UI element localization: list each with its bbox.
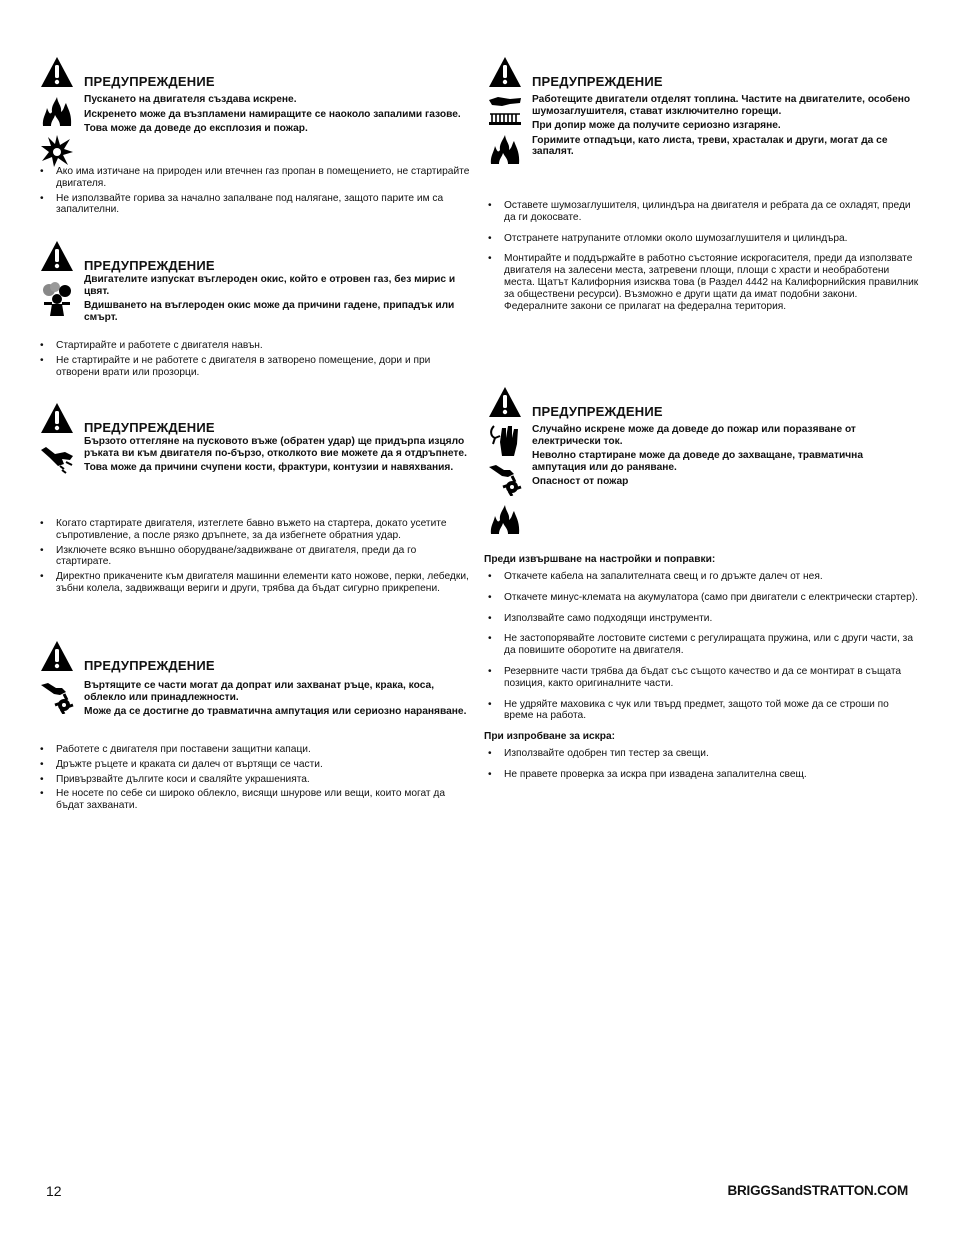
list-item: • Монтирайте и поддържайте в работно състояние искрогасителя, преди да използвате двигателя на залесени места, затревени площи, площи с храсти и необработени места. Щатът Калифорния изисква това (в Раздел 4442 на Калифорнийския правилник за обществени ресурси). Възможно е други щати да имат подобни закони. Федералните закони се прилагат на федерална територия.: [484, 253, 920, 312]
list-item: • Не правете проверка за искра при извадена запалителна свещ.: [484, 769, 920, 781]
warning-message: Опасност от пожар: [532, 476, 629, 488]
bullet-list: [484, 571, 920, 722]
warning-message: Горимите отпадъци, като листа, треви, храсталак и други, могат да се запалят.: [532, 134, 888, 158]
fire-icon: [488, 132, 522, 166]
list-item: • Стартирайте и работете с двигателя навън.: [36, 340, 472, 352]
list-item: • Използвайте само подходящи инструменти.: [484, 613, 920, 625]
warning-triangle-icon: [40, 56, 74, 88]
warning-message: Искренето може да възпламени намиращите се наоколо запалими газове.: [84, 108, 461, 120]
warning-title: ПРЕДУПРЕЖДЕНИЕ: [532, 74, 663, 89]
warning-message: Двигателите изпускат въглероден окис, който е отровен газ, без мирис и цвят.: [84, 274, 456, 297]
list-item: • Резервните части трябва да бъдат със същото качество и да се монтират в същата позиция, както оригиналните части.: [484, 666, 920, 690]
warning-sparks: [36, 56, 472, 219]
warning-title: ПРЕДУПРЕЖДЕНИЕ: [532, 404, 663, 419]
electric-shock-icon: [488, 422, 522, 456]
list-item: • Не носете по себе си широко облекло, висящи шнурове или вещи, които могат да бъдат захванати.: [36, 788, 472, 812]
list-item: • Не стартирайте и не работете с двигателя в затворено помещение, дори и при отворени врати или прозорци.: [36, 355, 472, 379]
bullet-list: [36, 166, 472, 216]
warning-triangle-icon: [488, 56, 522, 88]
list-item: • Използвайте одобрен тип тестер за свещи.: [484, 748, 920, 760]
list-item: • Не използвайте горива за начално запалване под налягане, защото парите им са запалителни.: [36, 193, 472, 217]
warning-message: Пускането на двигателя създава искрене.: [84, 94, 297, 105]
warning-message: Може да се достигне до травматична ампутация или сериозно нараняване.: [84, 706, 467, 718]
bullet-list: [36, 518, 472, 595]
list-item: • Привързвайте дългите коси и сваляйте украшенията.: [36, 774, 472, 786]
fire-icon: [40, 94, 74, 128]
rotating-parts-icon: [40, 680, 74, 714]
warning-title: ПРЕДУПРЕЖДЕНИЕ: [84, 74, 215, 89]
toxic-gas-icon: [40, 282, 74, 316]
list-item: • Откачете кабела на запалителната свещ и го дръжте далеч от нея.: [484, 571, 920, 583]
warning-message: Случайно искрене може да доведе до пожар или поразяване от електрически ток.: [532, 424, 856, 447]
explosion-icon: [40, 134, 74, 168]
page-number: 12: [46, 1183, 62, 1199]
warning-title: ПРЕДУПРЕЖДЕНИЕ: [84, 658, 215, 673]
fire-icon: [488, 502, 522, 536]
warning-message: Работещите двигатели отделят топлина. Частите на двигателите, особено шумозаглушителя, стават изключително горещи.: [532, 94, 911, 117]
list-item: • Работете с двигателя при поставени защитни капаци.: [36, 744, 472, 756]
bullet-list: [484, 748, 920, 781]
warning-message: Това може да причини счупени кости, фрактури, контузии и навяхвания.: [84, 462, 454, 474]
warning-accidental-sparks: [484, 386, 920, 790]
warning-triangle-icon: [40, 240, 74, 272]
warning-title: ПРЕДУПРЕЖДЕНИЕ: [84, 420, 215, 435]
warning-carbon-monoxide: [36, 240, 472, 381]
warning-message: Неволно стартиране може да доведе до захващане, травматична ампутация или до раняване.: [532, 450, 863, 473]
list-item: • Директно прикачените към двигателя машинни елементи като ножове, перки, лебедки, зъбни колела, задвижващи вериги и други, трябва да бъдат сигурно прикрепени.: [36, 571, 472, 595]
rotating-parts-icon: [488, 462, 522, 496]
warning-rotating-parts: [36, 640, 472, 815]
list-item: • Не застопорявайте лостовите системи с регулиращата пружина, или с други части, за да повишите оборотите на двигателя.: [484, 633, 920, 657]
warning-message: При допир може да получите сериозно изгаряне.: [532, 120, 781, 132]
warning-triangle-icon: [40, 640, 74, 672]
warning-message: Вдишването на въглероден окис може да причини гадене, припадък или смърт.: [84, 300, 455, 323]
bullet-list: [36, 744, 472, 812]
bullet-list: [36, 340, 472, 378]
list-item: • Изключете всяко външно оборудване/задвижване от двигателя, преди да го стартирате.: [36, 545, 472, 569]
list-item: • Ако има изтичане на природен или втечнен газ пропан в помещението, не стартирайте двигателя.: [36, 166, 472, 190]
hot-surface-icon: [488, 92, 522, 126]
list-item: • Отстранете натрупаните отломки около шумозаглушителя и цилиндъра.: [484, 233, 920, 245]
warning-message: Това може да доведе до експлозия и пожар.: [84, 123, 308, 135]
warning-triangle-icon: [488, 386, 522, 418]
bullet-list: [484, 200, 920, 312]
warning-message: Бързото оттегляне на пусковото въже (обратен удар) ще придърпа изцяло ръката ви към двигателя по-бързо, отколкото вие можете да я отдръпнете.: [84, 436, 467, 459]
warning-kickback: [36, 402, 472, 598]
list-item: • Оставете шумозаглушителя, цилиндъра на двигателя и ребрата да се охладят, преди да ги докосвате.: [484, 200, 920, 224]
warning-title: ПРЕДУПРЕЖДЕНИЕ: [84, 258, 215, 273]
section-subheading: При изпробване за искра:: [484, 731, 616, 743]
warning-message: Въртящите се части могат да допрат или захванат ръце, крака, коса, облекло или принадлежности.: [84, 680, 435, 703]
list-item: • Откачете минус-клемата на акумулатора (само при двигатели с електрически стартер).: [484, 592, 920, 604]
hand-kickback-icon: [40, 440, 74, 474]
warning-hot-parts: [484, 56, 920, 321]
section-subheading: Преди извършване на настройки и поправки:: [484, 554, 716, 565]
warning-triangle-icon: [40, 402, 74, 434]
list-item: • Когато стартирате двигателя, изтеглете бавно въжето на стартера, докато усетите съпротивление, а после рязко дръпнете, за да избегнете обратния удар.: [36, 518, 472, 542]
list-item: • Не удряйте маховика с чук или твърд предмет, защото той може да се строши по време на работа.: [484, 699, 920, 723]
list-item: • Дръжте ръцете и краката си далеч от въртящи се части.: [36, 759, 472, 771]
brand-url: BRIGGSandSTRATTON.COM: [727, 1183, 908, 1198]
